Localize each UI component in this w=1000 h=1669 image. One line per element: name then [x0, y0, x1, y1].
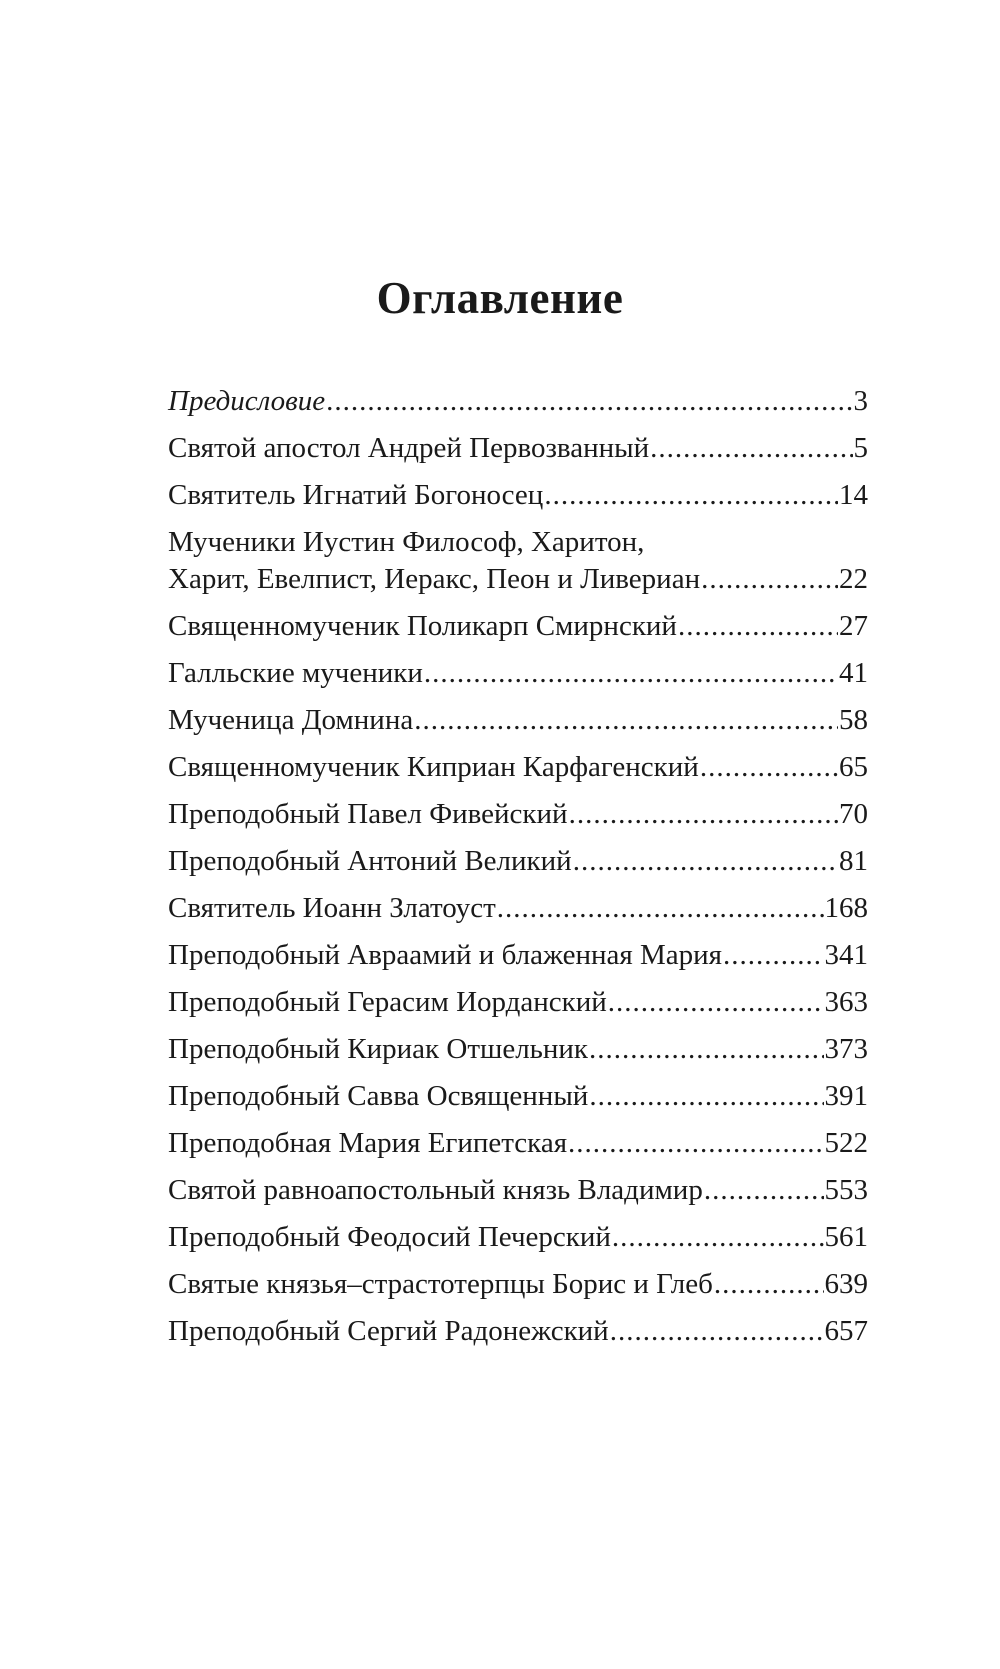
- dot-leader: [701, 556, 838, 603]
- dot-leader: [610, 1308, 824, 1355]
- toc-entry-label: Преподобный Павел Фивейский: [168, 798, 568, 830]
- toc-entry: [168, 791, 868, 838]
- toc-entry: [168, 603, 868, 650]
- toc-entry-page: 65: [839, 751, 868, 783]
- toc-entry-label: Святой апостол Андрей Первозванный: [168, 432, 650, 464]
- dot-leader: [608, 979, 824, 1026]
- toc-entry-page: 168: [824, 892, 868, 924]
- dot-leader: [544, 472, 838, 519]
- toc-entry-page: 363: [824, 986, 868, 1018]
- toc-entry-page: 341: [824, 939, 868, 971]
- toc-entry-label: Преподобная Мария Египетская: [168, 1127, 568, 1159]
- toc-entry-page: 522: [824, 1127, 868, 1159]
- toc-entry: [168, 697, 868, 744]
- toc-entry: [168, 519, 868, 603]
- toc-entry: [168, 1167, 868, 1214]
- toc-entry: [168, 1214, 868, 1261]
- dot-leader: [700, 744, 838, 791]
- dot-leader: [612, 1214, 824, 1261]
- toc-entry-page: 373: [824, 1033, 868, 1065]
- toc-entry-page: 639: [824, 1268, 868, 1300]
- dot-leader: [678, 603, 838, 650]
- toc-entry-page: 58: [839, 704, 868, 736]
- dot-leader: [568, 1120, 823, 1167]
- toc-entry: [168, 885, 868, 932]
- toc-entry-label: Преподобный Кириак Отшельник: [168, 1033, 589, 1065]
- toc-entry: [168, 838, 868, 885]
- dot-leader: [569, 791, 838, 838]
- toc-entry-page: 70: [839, 798, 868, 830]
- dot-leader: [414, 697, 838, 744]
- toc-entry-label: Галльские мученики: [168, 657, 423, 689]
- dot-leader: [424, 650, 838, 697]
- page-title: Оглавление: [376, 273, 624, 323]
- toc-entry: [168, 1026, 868, 1073]
- toc-entry-page: 553: [824, 1174, 868, 1206]
- toc-entry-label: Мученица Домнина: [168, 704, 414, 736]
- toc-entry: [168, 472, 868, 519]
- toc-entry: [168, 378, 868, 425]
- toc-entry-page: 391: [824, 1080, 868, 1112]
- toc-entry-label: Преподобный Антоний Великий: [168, 845, 572, 877]
- dot-leader: [326, 378, 852, 425]
- toc-entry-page: 657: [824, 1315, 868, 1347]
- toc-entry: [168, 1073, 868, 1120]
- dot-leader: [704, 1167, 824, 1214]
- toc-entry-page: 5: [853, 432, 868, 464]
- table-of-contents: [168, 378, 868, 1355]
- dot-leader: [714, 1261, 824, 1308]
- toc-entry-page: 14: [839, 479, 868, 511]
- toc-entry-label: Преподобный Авраамий и блаженная Мария: [168, 939, 722, 971]
- toc-entry-label-line1: Мученики Иустин Философ, Харитон,: [168, 526, 645, 558]
- toc-entry-label: Преподобный Сергий Радонежский: [168, 1315, 609, 1347]
- toc-entry: [168, 1261, 868, 1308]
- dot-leader: [589, 1073, 823, 1120]
- toc-entry: [168, 932, 868, 979]
- toc-entry-page: 81: [839, 845, 868, 877]
- toc-entry-page: 3: [853, 385, 868, 417]
- dot-leader: [589, 1026, 823, 1073]
- toc-entry-label: Преподобный Феодосий Печерский: [168, 1221, 611, 1253]
- toc-entry-label: Преподобный Савва Освященный: [168, 1080, 589, 1112]
- toc-entry: [168, 650, 868, 697]
- dot-leader: [497, 885, 824, 932]
- toc-entry: [168, 744, 868, 791]
- toc-entry: [168, 425, 868, 472]
- toc-entry-label: Святые князья–страстотерпцы Борис и Глеб: [168, 1268, 713, 1300]
- toc-entry: [168, 1308, 868, 1355]
- toc-entry-label: Харит, Евелпист, Иеракс, Пеон и Ливериан: [168, 563, 701, 595]
- toc-entry: [168, 1120, 868, 1167]
- toc-entry-page: 22: [839, 563, 868, 595]
- toc-entry-label: Священномученик Поликарп Смирнский: [168, 610, 677, 642]
- toc-entry-page: 41: [839, 657, 868, 689]
- toc-entry-page: 27: [839, 610, 868, 642]
- toc-entry-label: Предисловие: [168, 385, 326, 417]
- toc-entry: [168, 979, 868, 1026]
- toc-entry-label: Преподобный Герасим Иорданский: [168, 986, 607, 1018]
- toc-entry-label: Святитель Игнатий Богоносец: [168, 479, 544, 511]
- toc-entry-page: 561: [824, 1221, 868, 1253]
- toc-entry-label: Святитель Иоанн Златоуст: [168, 892, 496, 924]
- dot-leader: [650, 425, 852, 472]
- dot-leader: [723, 932, 824, 979]
- dot-leader: [573, 838, 838, 885]
- toc-entry-label: Священномученик Киприан Карфагенский: [168, 751, 699, 783]
- toc-entry-label: Святой равноапостольный князь Владимир: [168, 1174, 703, 1206]
